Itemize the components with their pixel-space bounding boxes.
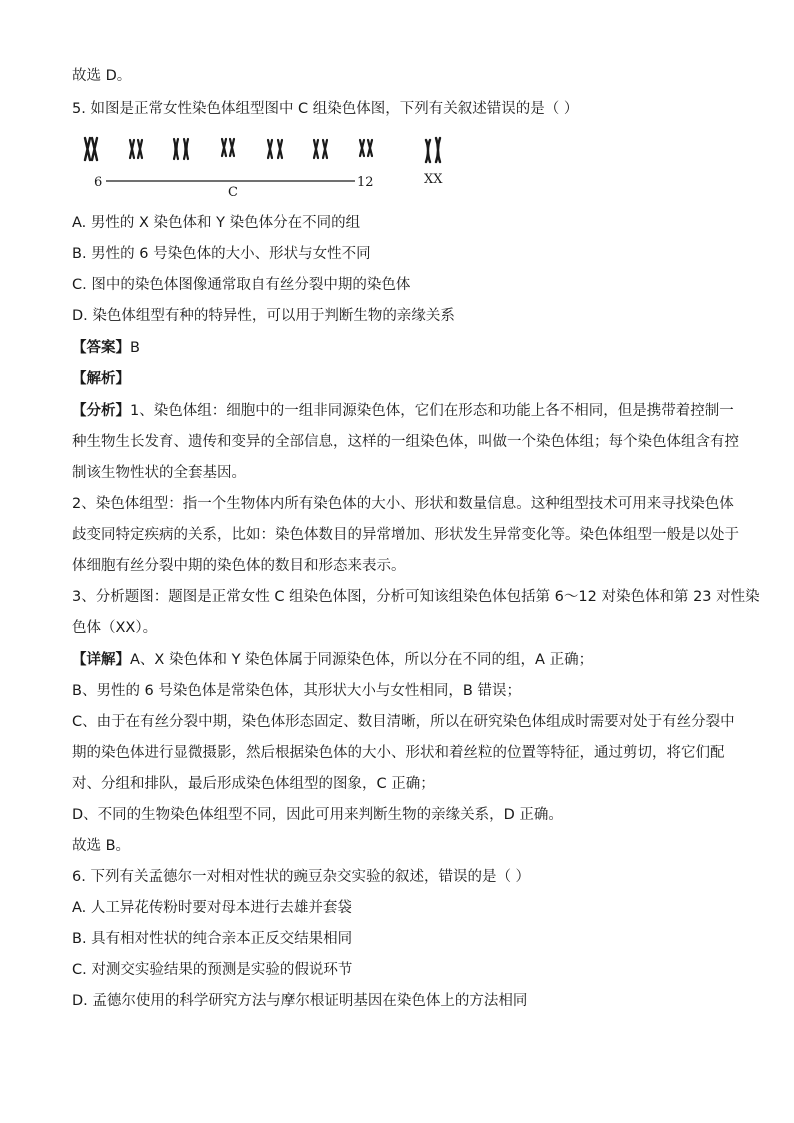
q6-option-b: B. 具有相对性状的纯合亲本正反交结果相同 xyxy=(72,931,353,947)
detail-line-4: 期的染色体进行显微摄影，然后根据染色体的大小、形状和着丝粒的位置等特征，通过剪切，将它们配 xyxy=(72,745,725,761)
analysis-heading: 【解析】 xyxy=(72,371,130,387)
chromosome-pair-9 xyxy=(222,139,234,156)
analysis-line-2: 种生物生长发育、遗传和变异的全部信息，这样的一组染色体，叫做一个染色体组；每个染色体组含有控 xyxy=(72,434,739,450)
final-answer-line: 故选 B。 xyxy=(72,838,131,854)
analysis-line-8: 色体（XX）。 xyxy=(72,620,158,636)
detail-line-2: B、男性的 6 号染色体是常染色体，其形状大小与女性相同，B 错误； xyxy=(72,683,521,699)
analysis-line-1 xyxy=(72,401,734,421)
chromosome-pair-12 xyxy=(360,140,372,156)
chromosome-pair-11 xyxy=(314,140,327,158)
analysis-line-5: 歧变同特定疾病的关系，比如：染色体数目的异常增加、形状发生异常变化等。染色体组型一般是以处于 xyxy=(72,527,739,543)
detail-line-1 xyxy=(72,650,593,670)
question-5-stem: 5. 如图是正常女性染色体组型图中 C 组染色体图，下列有关叙述错误的是（ ） xyxy=(72,101,579,117)
option-d: D. 染色体组型有种的特异性，可以用于判断生物的亲缘关系 xyxy=(72,308,455,324)
fenxi-tag: 【分析】 xyxy=(72,403,130,419)
chromosome-pair-7 xyxy=(130,140,142,158)
group-c-label: C xyxy=(228,185,238,200)
karyotype-figure xyxy=(80,134,460,194)
fenxi-text: 1、染色体组：细胞中的一组非同源染色体，它们在形态和功能上各不相同，但是携带着控制一 xyxy=(130,403,734,419)
option-c: C. 图中的染色体图像通常取自有丝分裂中期的染色体 xyxy=(72,277,411,293)
analysis-line-6: 体细胞有丝分裂中期的染色体的数目和形态来表示。 xyxy=(72,558,406,574)
answer-value: B xyxy=(130,340,140,356)
answer-tag: 【答案】 xyxy=(72,340,130,356)
answer-line xyxy=(72,338,140,358)
chromosome-pair-8 xyxy=(174,139,188,159)
xiangjie-tag: 【详解】 xyxy=(72,652,130,668)
sex-chromosome-label: XX xyxy=(424,172,443,187)
detail-line-3: C、由于在有丝分裂中期，染色体形态固定、数目清晰，所以在研究染色体组成时需要对处于有丝分裂中 xyxy=(72,714,735,730)
question-6-stem: 6. 下列有关孟德尔一对相对性状的豌豆杂交实验的叙述，错误的是（ ） xyxy=(72,869,531,885)
chromosome-pair-xx xyxy=(426,138,440,162)
range-end-label: 12 xyxy=(357,175,374,190)
analysis-line-4: 2、染色体组型：指一个生物体内所有染色体的大小、形状和数量信息。这种组型技术可用来寻找染色体 xyxy=(72,496,734,512)
q6-option-d: D. 孟德尔使用的科学研究方法与摩尔根证明基因在染色体上的方法相同 xyxy=(72,993,528,1009)
range-start-label: 6 xyxy=(94,175,103,190)
analysis-line-7: 3、分析题图：题图是正常女性 C 组染色体图，分析可知该组染色体包括第 6～12 对染色体和第 23 对性染 xyxy=(72,589,760,605)
q6-option-a: A. 人工异花传粉时要对母本进行去雄并套袋 xyxy=(72,900,352,916)
xiangjie-text: A、X 染色体和 Y 染色体属于同源染色体，所以分在不同的组，A 正确； xyxy=(130,652,594,668)
q6-option-c: C. 对测交实验结果的预测是实验的假说环节 xyxy=(72,962,353,978)
detail-line-5: 对、分组和排队，最后形成染色体组型的图象，C 正确； xyxy=(72,776,435,792)
detail-line-6: D、不同的生物染色体组型不同，因此可用来判断生物的亲缘关系，D 正确。 xyxy=(72,807,563,823)
chromosome-pair-6 xyxy=(85,138,97,160)
option-a: A. 男性的 X 染色体和 Y 染色体分在不同的组 xyxy=(72,215,361,231)
chromosome-pair-10 xyxy=(268,140,282,158)
line-prev-answer: 故选 D。 xyxy=(72,68,132,84)
option-b: B. 男性的 6 号染色体的大小、形状与女性不同 xyxy=(72,246,371,262)
analysis-line-3: 制该生物性状的全套基因。 xyxy=(72,465,246,481)
